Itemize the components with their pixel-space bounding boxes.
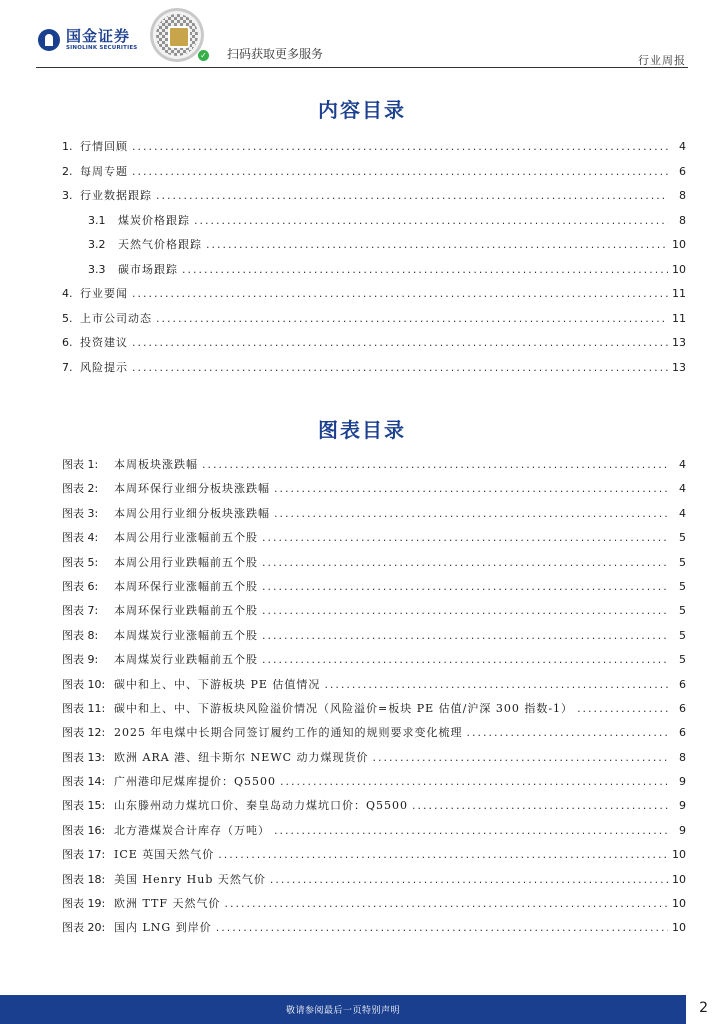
page-header xyxy=(0,0,724,68)
dot-leader xyxy=(577,702,668,715)
entry-label: 2025 年电煤中长期合同签订履约工作的通知的规则要求变化梳理 xyxy=(114,726,463,740)
dot-leader xyxy=(262,604,668,617)
dot-leader xyxy=(218,848,668,861)
dot-leader xyxy=(216,921,668,934)
dot-leader xyxy=(132,165,668,178)
entry-number: 6. xyxy=(62,336,73,349)
header-divider xyxy=(36,67,688,68)
dot-leader xyxy=(274,482,668,495)
entry-page-number: 11 xyxy=(672,311,686,325)
list-of-figures xyxy=(62,456,686,944)
dot-leader xyxy=(274,824,668,837)
figure-entry[interactable] xyxy=(62,919,686,943)
figure-entry[interactable] xyxy=(62,602,686,626)
entry-number: 3.1 xyxy=(88,213,106,227)
entry-label: 本周煤炭行业涨幅前五个股 xyxy=(114,628,258,642)
contents-entry[interactable] xyxy=(62,212,686,237)
table-of-contents xyxy=(62,138,686,383)
entry-number: 3.2 xyxy=(88,238,106,251)
figure-entry[interactable] xyxy=(62,797,686,821)
figure-entry[interactable] xyxy=(62,846,686,870)
report-type-label: 行业周报 xyxy=(638,54,686,67)
entry-page-number: 9 xyxy=(679,775,686,789)
entry-label: 本周环保行业涨幅前五个股 xyxy=(114,579,258,593)
entry-label: 广州港印尼煤库提价：Q5500 xyxy=(114,775,277,789)
entry-label: 投资建议 xyxy=(80,336,128,349)
entry-page-number: 11 xyxy=(672,287,686,300)
entry-number: 图表 4: xyxy=(62,531,99,545)
dot-leader xyxy=(206,238,668,251)
entry-number: 图表 6: xyxy=(62,579,99,593)
entry-label: 行业要闻 xyxy=(80,287,128,300)
contents-entry[interactable] xyxy=(62,310,686,335)
figure-entry[interactable] xyxy=(62,627,686,651)
dot-leader xyxy=(182,263,668,276)
contents-title: 内容目录 xyxy=(318,98,406,122)
figures-title: 图表目录 xyxy=(318,418,406,442)
figure-entry[interactable] xyxy=(62,456,686,480)
entry-number: 1. xyxy=(62,140,73,153)
entry-label: 本周公用行业涨幅前五个股 xyxy=(114,531,258,545)
logo-icon xyxy=(38,29,60,51)
entry-page-number: 8 xyxy=(679,213,686,227)
entry-number: 图表 5: xyxy=(62,555,99,569)
figure-entry[interactable] xyxy=(62,578,686,602)
dot-leader xyxy=(262,531,668,544)
entry-number: 图表 11: xyxy=(62,701,106,715)
entry-number: 图表 8: xyxy=(62,628,99,642)
entry-label: 行业数据跟踪 xyxy=(80,189,152,202)
entry-number: 3. xyxy=(62,189,73,202)
logo-english-name: SINOLINK SECURITIES xyxy=(66,45,138,51)
dot-leader xyxy=(156,312,668,325)
sinolink-logo xyxy=(38,28,137,52)
entry-number: 7. xyxy=(62,360,73,374)
dot-leader xyxy=(373,751,668,764)
figure-entry[interactable] xyxy=(62,676,686,700)
entry-number: 图表 7: xyxy=(62,604,99,618)
entry-page-number: 9 xyxy=(679,823,686,837)
entry-page-number: 8 xyxy=(679,750,686,764)
entry-page-number: 5 xyxy=(679,555,686,569)
logo-chinese-name: 国金证券 xyxy=(66,27,131,45)
figure-entry[interactable] xyxy=(62,505,686,529)
entry-page-number: 10 xyxy=(672,848,686,862)
entry-number: 图表 14: xyxy=(62,775,106,789)
entry-page-number: 10 xyxy=(672,921,686,935)
entry-label: ICE 英国天然气价 xyxy=(114,848,215,862)
contents-entry[interactable] xyxy=(62,285,686,310)
entry-page-number: 10 xyxy=(672,897,686,911)
entry-page-number: 6 xyxy=(679,701,686,715)
dot-leader xyxy=(262,580,668,593)
dot-leader xyxy=(156,189,668,202)
entry-label: 碳中和上、中、下游板块风险溢价情况（风险溢价=板块 PE 估值/沪深 300 指数-1） xyxy=(114,701,574,715)
entry-page-number: 5 xyxy=(679,531,686,545)
figure-entry[interactable] xyxy=(62,480,686,504)
dot-leader xyxy=(324,678,668,691)
dot-leader xyxy=(467,726,669,739)
entry-page-number: 4 xyxy=(679,140,686,153)
entry-page-number: 5 xyxy=(679,604,686,618)
qr-code[interactable] xyxy=(150,8,208,62)
entry-number: 4. xyxy=(62,287,73,300)
entry-number: 图表 10: xyxy=(62,677,106,691)
dot-leader xyxy=(412,799,668,812)
entry-page-number: 5 xyxy=(679,653,686,667)
entry-page-number: 8 xyxy=(679,189,686,202)
dot-leader xyxy=(280,775,668,788)
contents-entry[interactable] xyxy=(62,236,686,261)
dot-leader xyxy=(262,556,668,569)
contents-entry[interactable] xyxy=(62,261,686,286)
contents-entry[interactable] xyxy=(62,187,686,212)
entry-page-number: 4 xyxy=(679,458,686,471)
entry-number: 图表 13: xyxy=(62,750,106,764)
entry-label: 天然气价格跟踪 xyxy=(118,238,202,251)
entry-label: 本周环保行业细分板块涨跌幅 xyxy=(114,482,270,496)
entry-number: 图表 15: xyxy=(62,799,106,813)
figure-entry[interactable] xyxy=(62,773,686,797)
entry-label: 行情回顾 xyxy=(80,140,128,153)
entry-label: 煤炭价格跟踪 xyxy=(118,213,190,227)
entry-label: 碳中和上、中、下游板块 PE 估值情况 xyxy=(114,677,321,691)
entry-page-number: 10 xyxy=(672,872,686,886)
entry-label: 北方港煤炭合计库存（万吨） xyxy=(114,823,270,837)
entry-label: 碳市场跟踪 xyxy=(118,262,178,276)
dot-leader xyxy=(132,336,668,349)
figure-entry[interactable] xyxy=(62,651,686,675)
entry-number: 图表 20: xyxy=(62,921,106,935)
figure-entry[interactable] xyxy=(62,700,686,724)
figure-entry[interactable] xyxy=(62,822,686,846)
dot-leader xyxy=(262,629,668,642)
figure-entry[interactable] xyxy=(62,871,686,895)
entry-page-number: 5 xyxy=(679,579,686,593)
entry-label: 欧洲 TTF 天然气价 xyxy=(114,897,221,911)
contents-entry[interactable] xyxy=(62,163,686,188)
dot-leader xyxy=(132,287,668,300)
entry-number: 图表 9: xyxy=(62,653,99,667)
page-number: 2 xyxy=(699,1000,708,1016)
contents-entry[interactable] xyxy=(62,359,686,384)
dot-leader xyxy=(202,458,668,471)
entry-number: 图表 2: xyxy=(62,482,99,496)
entry-page-number: 4 xyxy=(679,482,686,496)
contents-entry[interactable] xyxy=(62,334,686,359)
entry-number: 2. xyxy=(62,164,73,178)
entry-label: 本周公用行业跌幅前五个股 xyxy=(114,555,258,569)
figure-entry[interactable] xyxy=(62,895,686,919)
figure-entry[interactable] xyxy=(62,749,686,773)
entry-label: 本周公用行业细分板块涨跌幅 xyxy=(114,506,270,520)
entry-page-number: 13 xyxy=(672,336,686,349)
entry-page-number: 13 xyxy=(672,360,686,374)
entry-page-number: 6 xyxy=(679,726,686,740)
entry-number: 图表 18: xyxy=(62,872,106,886)
dot-leader xyxy=(225,897,668,910)
contents-entry[interactable] xyxy=(62,138,686,163)
dot-leader xyxy=(132,140,668,153)
figure-entry[interactable] xyxy=(62,724,686,748)
entry-label: 山东滕州动力煤坑口价、秦皇岛动力煤坑口价：Q5500 xyxy=(114,799,409,813)
entry-label: 上市公司动态 xyxy=(80,311,152,325)
entry-page-number: 6 xyxy=(679,677,686,691)
footer-disclaimer: 敬请参阅最后一页特别声明 xyxy=(285,1006,400,1016)
dot-leader xyxy=(194,214,668,227)
dot-leader xyxy=(262,653,668,666)
entry-page-number: 5 xyxy=(679,628,686,642)
entry-label: 本周环保行业跌幅前五个股 xyxy=(114,604,258,618)
entry-page-number: 10 xyxy=(672,238,686,251)
figure-entry[interactable] xyxy=(62,529,686,553)
entry-number: 图表 12: xyxy=(62,726,106,740)
entry-page-number: 10 xyxy=(672,262,686,276)
entry-number: 图表 1: xyxy=(62,458,99,471)
entry-number: 图表 3: xyxy=(62,506,99,520)
entry-label: 美国 Henry Hub 天然气价 xyxy=(114,872,266,886)
entry-label: 本周板块涨跌幅 xyxy=(114,458,198,471)
entry-label: 本周煤炭行业跌幅前五个股 xyxy=(114,653,258,667)
entry-page-number: 9 xyxy=(679,799,686,813)
entry-label: 国内 LNG 到岸价 xyxy=(114,921,212,935)
dot-leader xyxy=(274,507,668,520)
entry-page-number: 4 xyxy=(679,506,686,520)
qr-center-logo xyxy=(168,26,190,48)
dot-leader xyxy=(270,873,668,886)
entry-label: 风险提示 xyxy=(80,360,128,374)
dot-leader xyxy=(132,361,668,374)
entry-page-number: 6 xyxy=(679,164,686,178)
entry-label: 每周专题 xyxy=(80,164,128,178)
entry-number: 图表 19: xyxy=(62,897,106,911)
wechat-badge-icon: ✓ xyxy=(198,50,209,61)
entry-number: 5. xyxy=(62,311,73,325)
entry-number: 图表 17: xyxy=(62,848,106,862)
entry-label: 欧洲 ARA 港、纽卡斯尔 NEWC 动力煤现货价 xyxy=(114,750,369,764)
entry-number: 3.3 xyxy=(88,262,106,276)
scan-prompt: 扫码获取更多服务 xyxy=(227,47,324,61)
figure-entry[interactable] xyxy=(62,554,686,578)
entry-number: 图表 16: xyxy=(62,823,106,837)
